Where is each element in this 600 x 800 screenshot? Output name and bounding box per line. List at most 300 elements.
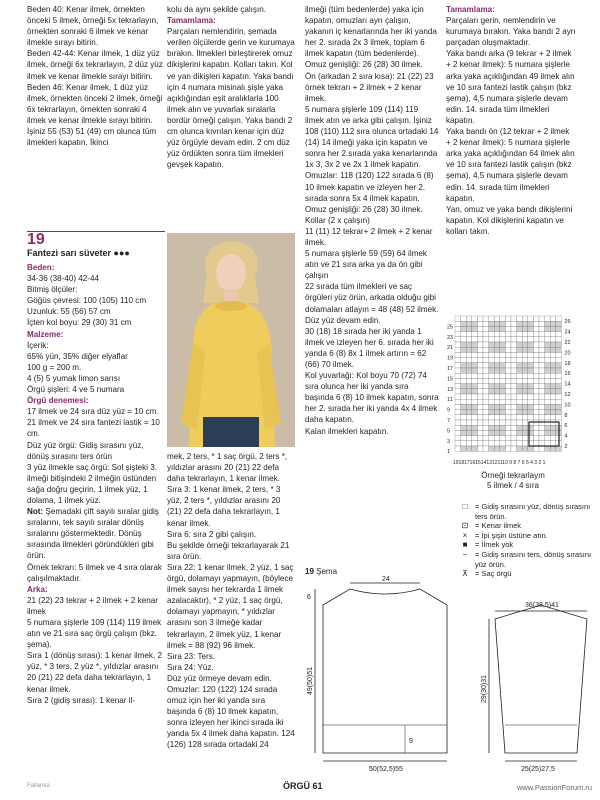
chart-cell <box>517 337 523 342</box>
row-label: 20 <box>564 350 571 357</box>
chart-cell <box>556 342 562 347</box>
chart-cell <box>528 337 534 342</box>
chart-cell <box>511 384 517 389</box>
chart-cell <box>461 358 467 363</box>
chart-cell <box>500 425 506 430</box>
chart-cell <box>533 321 539 326</box>
row-label: 10 <box>564 402 571 409</box>
chart-cell <box>511 430 517 435</box>
chart-cell <box>533 326 539 331</box>
body-outline <box>323 589 447 753</box>
chart-cell <box>539 321 545 326</box>
chart-cell <box>522 399 528 404</box>
chart-cell <box>477 436 483 441</box>
chart-cell <box>517 441 523 446</box>
paragraph: 11 (11) 12 tekrar+ 2 ilmek + 2 kenar ilmek. <box>305 226 433 247</box>
chart-cell <box>455 347 461 352</box>
chart-cell <box>477 446 483 451</box>
schema-title-text: Şema <box>316 567 338 576</box>
chart-cell <box>550 368 556 373</box>
chart-cell <box>466 410 472 415</box>
chart-cell <box>522 363 528 368</box>
row-label-left: 13 <box>447 386 454 393</box>
chart-cell <box>517 342 523 347</box>
chart-cell <box>522 332 528 337</box>
chart-cell <box>539 363 545 368</box>
pattern-number: 19 <box>27 231 45 248</box>
chart-cell <box>528 363 534 368</box>
chart-cell <box>477 399 483 404</box>
chart-cell <box>517 436 523 441</box>
paragraph: Yaka bandı ön (12 tekrar + 2 ilmek + 2 kenar ilmek): 5 numara şişlerle arka yaka açıklığından 64 ilmek alın ve 10 sıra fantezi lastik çalışın (bkz şema), 4,5 numara şişlerle devam edin. 14. sırada tüm ilmekleri kapatın. <box>446 127 575 203</box>
chart-cell <box>477 394 483 399</box>
chart-cell <box>489 384 495 389</box>
row-label: 22 <box>564 340 571 346</box>
chart-cell <box>494 389 500 394</box>
chart-cell <box>550 425 556 430</box>
chart-cell <box>483 446 489 451</box>
chart-cell <box>533 378 539 383</box>
chart-cell <box>528 404 534 409</box>
chart-cell <box>556 363 562 368</box>
row-label: 24 <box>564 329 571 336</box>
chart-cell <box>466 363 472 368</box>
chart-cell <box>466 352 472 357</box>
paragraph: Omuz genişliği: 26 (28) 30 ilmek. <box>305 60 423 70</box>
chart-cell <box>466 436 472 441</box>
chart-cell <box>455 384 461 389</box>
chart-cell <box>545 384 551 389</box>
chart-cell <box>494 430 500 435</box>
chart-cell <box>500 384 506 389</box>
chart-cell <box>461 410 467 415</box>
sizes-label: Beden: <box>27 263 55 272</box>
chart-cell <box>489 332 495 337</box>
chart-cell <box>455 352 461 357</box>
chart-cell <box>466 332 472 337</box>
chart-cell <box>472 441 478 446</box>
chart-cell <box>522 436 528 441</box>
chart-cell <box>466 441 472 446</box>
chart-cell <box>489 446 495 451</box>
chart-cell <box>550 410 556 415</box>
chart-cell <box>511 368 517 373</box>
chart-cell <box>505 321 511 326</box>
chart-cell <box>505 352 511 357</box>
chart-cell <box>511 415 517 420</box>
chart-cell <box>517 394 523 399</box>
chart-cell <box>483 368 489 373</box>
chart-cell <box>477 337 483 342</box>
chart-cell <box>522 321 528 326</box>
chart-cell <box>528 399 534 404</box>
row-label: 16 <box>564 371 571 378</box>
chart-cell <box>556 410 562 415</box>
chart-cell <box>505 404 511 409</box>
chart-cell <box>494 394 500 399</box>
paragraph: 22 sırada tüm ilmekleri ve saç örgüleri yüz örün, arkada olduğu gibi dolamaları atlayın = 48 (48) 52 ilmek. <box>305 282 439 314</box>
dash-icon: − <box>462 549 468 559</box>
chart-cell <box>511 316 517 321</box>
chart-cell <box>489 378 495 383</box>
chart-cell <box>500 352 506 357</box>
chart-cell <box>545 321 551 326</box>
chart-cell <box>545 326 551 331</box>
chart-cell <box>550 342 556 347</box>
chart-cell <box>494 384 500 389</box>
chart-cell <box>550 404 556 409</box>
chart-cell <box>455 430 461 435</box>
chart-cell <box>545 394 551 399</box>
chart-cell <box>500 342 506 347</box>
chart-cell <box>517 316 523 321</box>
chart-cell <box>483 420 489 425</box>
chart-cell <box>494 363 500 368</box>
chart-cell <box>500 358 506 363</box>
cable-icon: ⊼ <box>462 569 468 579</box>
chart-cell <box>483 352 489 357</box>
chart-cell <box>466 373 472 378</box>
chart-cell <box>539 373 545 378</box>
sleeve-height-label: 29(30)31 <box>481 674 488 703</box>
chart-cell <box>539 420 545 425</box>
schema-number: 19 <box>305 567 314 576</box>
legend-item <box>455 502 595 521</box>
chart-cell <box>461 389 467 394</box>
chart-cell <box>494 352 500 357</box>
chart-cell <box>455 410 461 415</box>
chart-cell <box>466 316 472 321</box>
chart-cell <box>477 425 483 430</box>
chart-cell <box>494 436 500 441</box>
chart-cell <box>483 347 489 352</box>
chart-cell <box>511 352 517 357</box>
pattern-title-text: Fantezi sarı süveter ●●● <box>27 248 130 258</box>
chart-cell <box>505 430 511 435</box>
chart-cell <box>505 399 511 404</box>
chart-cell <box>489 316 495 321</box>
chart-cell <box>477 404 483 409</box>
row-label-left: 1 <box>447 449 451 456</box>
paragraph: 5 numara şişlerle 59 (59) 64 ilmek atın ve 21 sıra arka ya da ön gibi çalışın <box>305 249 427 281</box>
column-2-top <box>167 4 295 170</box>
plain-stitch: Düz yüz örgü: Gidiş sırasını yüz, dönüş sırasını ters örün <box>27 440 144 461</box>
chart-cell <box>472 420 478 425</box>
chart-cell <box>477 420 483 425</box>
paragraph: Sıra 24: Yüz. <box>167 662 214 672</box>
paragraph: Sıra 22: 1 kenar ilmek, 2 yüz, 1 saç örgü, dolamayı yapmayın, (böylece ilmek sayısı her tekrarda 1 ilmek azalacaktır), * 2 yüz, 1 saç örgü, dolamayı yapmayın, * yıldızlar arasını son 3 ilmeğe kadar tekrarlayın, 2 ilmek yüz, 1 kenar ilmek = 88 (92) 96 ilmek. <box>167 562 294 650</box>
chart-cell <box>522 368 528 373</box>
chart-cell <box>539 389 545 394</box>
paragraph: Ön (arkadan 2 sıra kısa): 21 (22) 23 örnek tekrarı + 2 ilmek + 2 kenar ilmek. <box>305 71 434 103</box>
legend-item <box>455 540 595 550</box>
chart-cell <box>461 384 467 389</box>
chart-cell <box>556 373 562 378</box>
chart-cell <box>556 389 562 394</box>
paragraph: Yaka bandı arka (9 tekrar + 2 ilmek + 2 kenar ilmek): 5 numara şişlerle arka yaka açıklığından 49 ilmek alın ve 10 sıra fantezi lastik çalışın (bkz şema), 4,5 numara şişlerle devam edin. 14. sırada tüm ilmekleri kapatın. <box>446 49 575 125</box>
chart-cell <box>539 326 545 331</box>
chart-cell <box>500 415 506 420</box>
gauge-label: Örgü denemesi: <box>27 396 89 406</box>
chart-cell <box>477 342 483 347</box>
chart-cell <box>528 368 534 373</box>
chart-cell <box>461 425 467 430</box>
chart-cell <box>550 436 556 441</box>
chart-cell <box>461 332 467 337</box>
chart-cell <box>505 410 511 415</box>
chart-cell <box>511 363 517 368</box>
chart-cell <box>522 430 528 435</box>
shoulder-label: 6 <box>307 594 311 601</box>
row-label: 12 <box>564 392 571 398</box>
paragraph: Kol yuvarlağı: Kol boyu 70 (72) 74 sıra olunca her iki yanda sıra başında 6 (8) 10 ilmek kapatın, sonra her 2. sırada her iki yanda 4x 4 ilmek daha kapatın. <box>305 371 439 425</box>
legend-item <box>455 550 595 569</box>
paragraph: Beden 42-44: Kenar ilmek, 1 düz yüz ilmek, örneği 6x tekrarlayın, 2 düz yüz ilmek ve kenar ilmekle sırayı bitirin. <box>27 49 163 81</box>
column-labels: 19181716151413121110 9 8 7 6 5 4 3 2 1 <box>453 460 546 466</box>
chart-cell <box>517 358 523 363</box>
paragraph: Omuz genişliği: 26 (28) 30 ilmek. <box>305 204 423 214</box>
chart-cell <box>461 436 467 441</box>
chart-cell <box>461 430 467 435</box>
chart-cell <box>472 384 478 389</box>
chart-cell <box>477 347 483 352</box>
chart-cell <box>517 368 523 373</box>
chart-cell <box>455 389 461 394</box>
chart-cell <box>455 337 461 342</box>
chart-cell <box>533 363 539 368</box>
chart-cell <box>477 410 483 415</box>
chart-cell <box>517 347 523 352</box>
sweater-photo <box>167 233 295 447</box>
chart-cell <box>500 436 506 441</box>
row-label: 14 <box>564 381 571 388</box>
chart-cell <box>539 425 545 430</box>
legend-text: = Gidiş sırasını ters, dönüş sırasını yüz örün. <box>475 549 592 569</box>
chart-cell <box>550 358 556 363</box>
chart-cell <box>494 316 500 321</box>
chart-cell <box>539 384 545 389</box>
chart-cell <box>455 420 461 425</box>
row-label-left: 15 <box>447 376 454 383</box>
chart-cell <box>528 394 534 399</box>
chart-cell <box>517 415 523 420</box>
chart-cell <box>539 352 545 357</box>
chart-cell <box>528 415 534 420</box>
chart-cell <box>494 446 500 451</box>
chart-cell <box>500 430 506 435</box>
chart-cell <box>489 425 495 430</box>
chart-cell <box>517 430 523 435</box>
chart-cell <box>494 410 500 415</box>
row-label-left: 19 <box>447 355 454 362</box>
chart-cell <box>528 410 534 415</box>
chart-cell <box>472 415 478 420</box>
chart-cell <box>461 363 467 368</box>
chart-cell <box>483 384 489 389</box>
chart-cell <box>455 358 461 363</box>
chart-cell <box>477 415 483 420</box>
chart-cell <box>472 373 478 378</box>
chart-cell <box>466 404 472 409</box>
chart-cell <box>522 410 528 415</box>
chart-cell <box>466 430 472 435</box>
weight: 100 g = 200 m. <box>27 362 82 372</box>
chart-cell <box>545 410 551 415</box>
back-3: Sıra 1 (dönüş sırası): 1 kenar ilmek, 2 yüz, * 3 ters, 2 yüz *, yıldızlar arasını 20 (21) 22 defa daha tekrarlayın, 1 kenar ilmek. <box>27 651 162 694</box>
chart-cell <box>550 316 556 321</box>
chart-cells <box>455 316 561 451</box>
chart-cell <box>550 394 556 399</box>
chart-cell <box>483 326 489 331</box>
chart-cell <box>483 358 489 363</box>
chart-cell <box>533 410 539 415</box>
chart-cell <box>461 347 467 352</box>
chart-cell <box>483 337 489 342</box>
chart-cell <box>545 352 551 357</box>
chart-caption <box>447 471 579 491</box>
chart-cell <box>517 389 523 394</box>
filled-square-icon: ■ <box>462 540 468 550</box>
pattern-title <box>27 248 130 258</box>
chart-cell <box>533 347 539 352</box>
paragraph: Düz yüz devam edin. <box>305 315 381 325</box>
chart-cell <box>455 368 461 373</box>
chart-cell <box>511 342 517 347</box>
row-label-left: 23 <box>447 334 454 341</box>
chart-cell <box>522 316 528 321</box>
chart-cell <box>545 436 551 441</box>
chart-cell <box>461 321 467 326</box>
chart-cell <box>545 358 551 363</box>
chart-cell <box>472 368 478 373</box>
chart-cell <box>545 420 551 425</box>
chart-cell <box>461 378 467 383</box>
legend-text: = Kenar ilmek <box>475 521 522 531</box>
chart-cell <box>472 332 478 337</box>
chart-cell <box>550 347 556 352</box>
chart-cell <box>483 321 489 326</box>
chart-cell <box>533 332 539 337</box>
chart-cell <box>522 441 528 446</box>
chart-cell <box>505 378 511 383</box>
chart-cell <box>533 337 539 342</box>
chart-cell <box>472 404 478 409</box>
chart-cell <box>472 347 478 352</box>
row-label: 26 <box>564 319 571 326</box>
chart-cell <box>522 446 528 451</box>
top-width-label: 24 <box>382 576 390 583</box>
row-label-left: 11 <box>447 397 453 404</box>
sleeve-top-label: 36(38,5)41 <box>525 602 559 609</box>
chart-cell <box>556 378 562 383</box>
chart-cell <box>483 378 489 383</box>
chart-cell <box>500 378 506 383</box>
paragraph: Sıra 23: Ters. <box>167 651 215 661</box>
chart-cell <box>505 347 511 352</box>
row-label: 8 <box>564 412 568 419</box>
chart-cell <box>556 399 562 404</box>
chart-cell <box>461 446 467 451</box>
chart-cell <box>550 363 556 368</box>
paragraph: Omuzlar: 118 (120) 122 sırada 6 (8) 10 ilmek kapatın ve izleyen her 2. sırada sonra 5x 4 ilmek kapatın. <box>305 171 434 203</box>
chart-cell <box>494 321 500 326</box>
chart-cell <box>472 337 478 342</box>
legend-item <box>455 521 595 531</box>
sleeve-bottom-label: 25(25)27,5 <box>521 766 555 773</box>
row-label: 18 <box>564 360 571 367</box>
paragraph: Parçaları nemlendirin, şemada verilen ölçülerde gerin ve kurumaya bırakın. İlmekleri birleştirerek omuz dikişlerini kapatın. Kolları takın. Kol ve yan dikişleri kapatın. Yaka bandı için 4 numara misinalı şişle yaka açıklığından eşit aralıklarla 100 ilmek alın ve yuvarlak sıralarla bordür örneği çalışın. Yaka bandı 2 cm olunca kıvrılan kenar için düz yüz örgüyle devam edin. 2 cm düz yüz ördükten sonra tüm ilmekleri gevşek kapatın. <box>167 27 295 170</box>
chart-cell <box>539 332 545 337</box>
row-label-left: 3 <box>447 438 451 445</box>
chart-cell <box>522 384 528 389</box>
row-label-left: 17 <box>447 366 454 372</box>
chart-cell <box>517 373 523 378</box>
chart-cell <box>550 321 556 326</box>
chart-cell <box>472 316 478 321</box>
column-1-pattern <box>27 262 165 706</box>
chart-cell <box>556 326 562 331</box>
chart-cell <box>494 342 500 347</box>
chart-cell <box>489 415 495 420</box>
chart-cell <box>511 337 517 342</box>
chart-cell <box>494 404 500 409</box>
chart-cell <box>461 420 467 425</box>
repeat: Örnek tekrarı: 5 ilmek ve 4 sıra olarak çalışılmaktadır. <box>27 562 162 583</box>
chart-cell <box>517 384 523 389</box>
paragraph: 5 numara şişlerle 109 (114) 119 ilmek atın ve arka gibi çalışın. İşiniz 108 (110) 112 sıra olunca ortadaki 14 (14) 14 ilmeği yaka için kapatın ve sonra her 2.sırada yaka kenarlarında 1x 3, 3x 2 ve 2x 1 ilmek kapatın. <box>305 104 439 170</box>
chart-cell <box>505 425 511 430</box>
chart-cell <box>472 389 478 394</box>
chart-cell <box>489 404 495 409</box>
chart-cell <box>533 415 539 420</box>
chart-cell <box>472 342 478 347</box>
edge-stitch-icon: ⊡ <box>461 521 469 531</box>
chart-cell <box>466 358 472 363</box>
chart-cell <box>528 446 534 451</box>
length: Uzunluk: 55 (56) 57 cm <box>27 307 111 317</box>
chart-cell <box>528 321 534 326</box>
chart-cell <box>511 394 517 399</box>
chart-cell <box>483 389 489 394</box>
chart-cell <box>550 337 556 342</box>
chart-cell <box>472 326 478 331</box>
column-1-top <box>27 4 165 148</box>
chart-cell <box>517 321 523 326</box>
chart-cell <box>522 347 528 352</box>
chart-cell <box>556 384 562 389</box>
chart-cell <box>539 415 545 420</box>
chart-cell <box>556 358 562 363</box>
pattern-rule <box>27 231 165 232</box>
note-text: Şemadaki çift sayılı sıralar gidiş sıralarını, tek sayılı sıralar dönüş sıralarını göstermektedir. Dönüş sırasında ilmekleri göründükleri gibi örün. <box>27 507 159 561</box>
paragraph: İşiniz 55 (53) 51 (49) cm olunca tüm ilmekleri kapatın. İkinci <box>27 127 157 148</box>
chart-cell <box>455 326 461 331</box>
back-4: Sıra 2 (gidiş sırası): 1 kenar il- <box>27 695 135 705</box>
chart-cell <box>539 399 545 404</box>
chart-cell <box>522 358 528 363</box>
chart-cell <box>511 358 517 363</box>
chart-cell <box>483 316 489 321</box>
chart-cell <box>500 446 506 451</box>
chart-cell <box>472 358 478 363</box>
chart-cell <box>517 399 523 404</box>
chart-cell <box>472 446 478 451</box>
chart-cell <box>522 326 528 331</box>
chart-cell <box>500 337 506 342</box>
chart-cell <box>505 441 511 446</box>
chart-cell <box>522 373 528 378</box>
chart-cell <box>466 321 472 326</box>
